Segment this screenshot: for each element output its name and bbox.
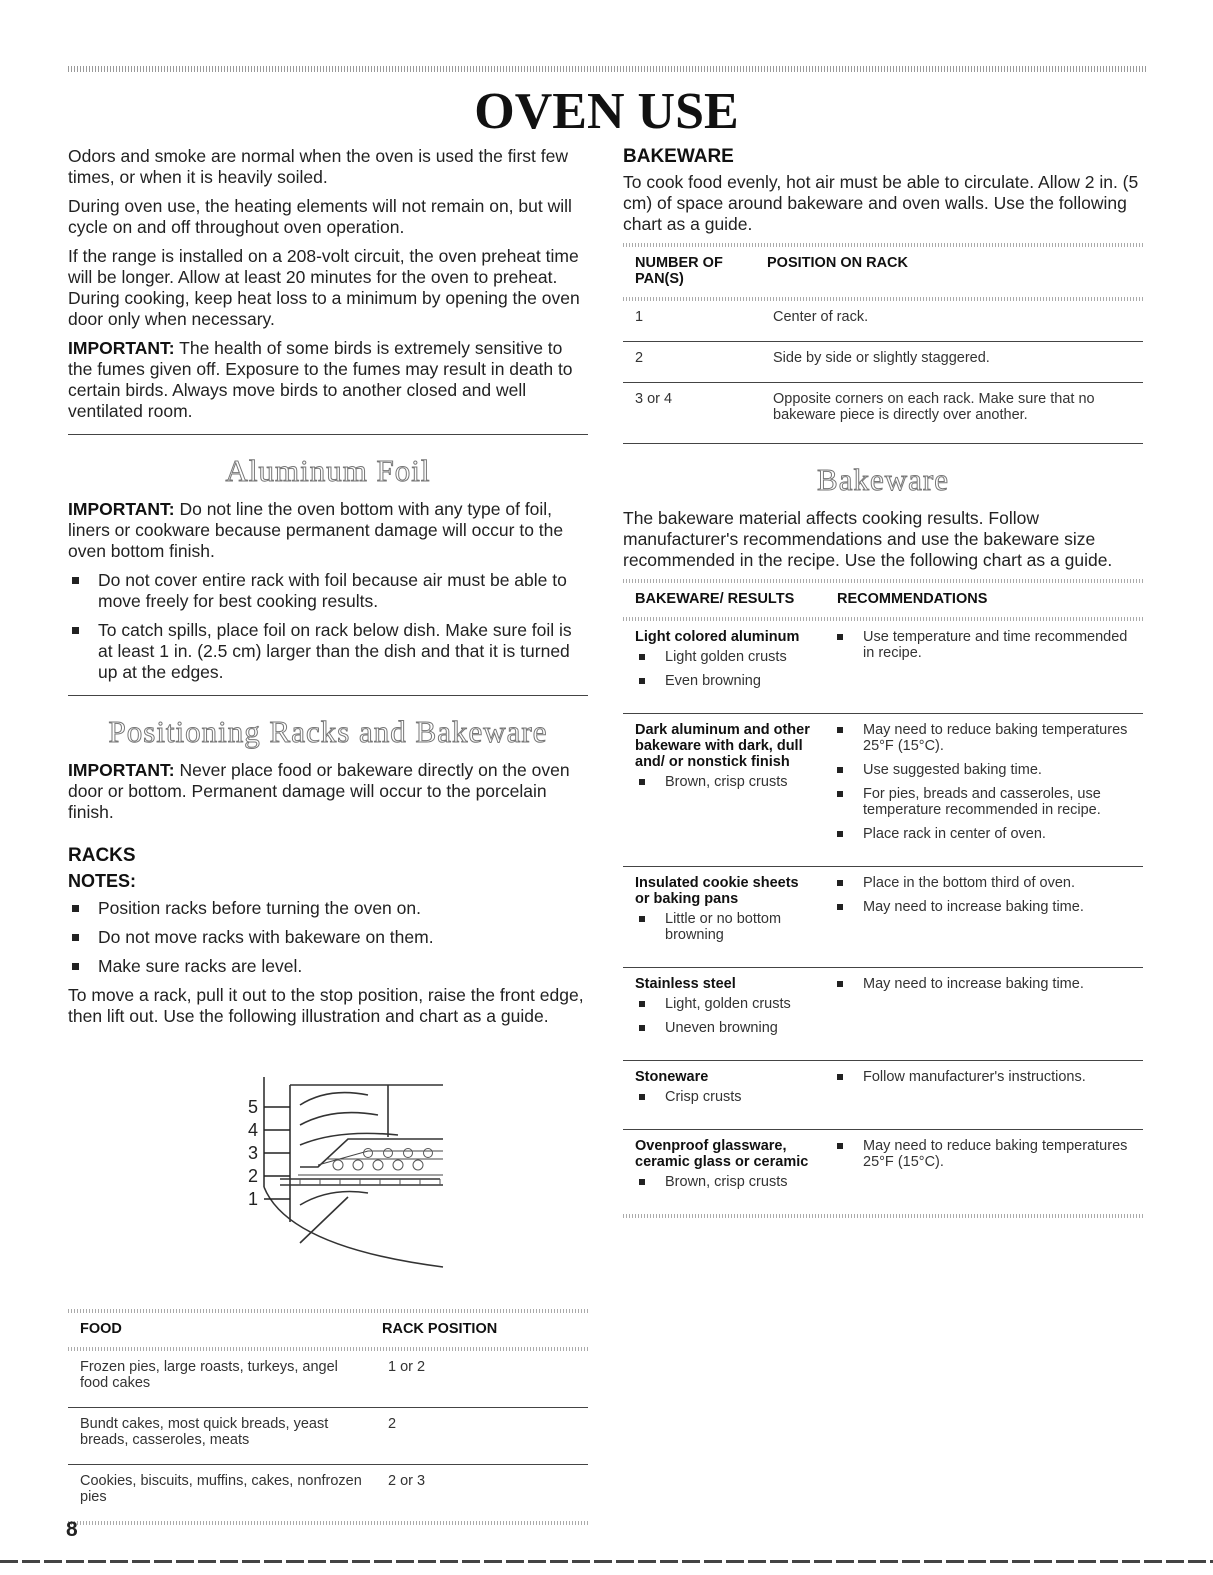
results-list (635, 996, 815, 1036)
table-cell (623, 867, 821, 968)
results-list (635, 649, 815, 689)
rack-notes (68, 898, 588, 977)
move-rack-text: To move a rack, pull it out to the stop position, raise the front edge, then lift out. Use the following illustration and chart as a guide. (68, 985, 584, 1026)
list-item: May need to increase baking time. (833, 899, 1137, 915)
aluminum-foil-heading: Aluminum Foil (225, 453, 431, 488)
table-cell (821, 1130, 1143, 1215)
table-cell: Bundt cakes, most quick breads, yeast breads, casseroles, meats (68, 1408, 376, 1465)
list-item: Make sure racks are level. (68, 956, 588, 977)
table-row (623, 968, 1143, 1061)
table-row (623, 1130, 1143, 1215)
oven-rack-diagram (68, 1047, 588, 1309)
results-list (635, 1174, 815, 1190)
table-row (623, 867, 1143, 968)
food-rack-table-body (68, 1351, 588, 1521)
table-cell: 2 or 3 (388, 1473, 426, 1489)
list-item: Place rack in center of oven. (833, 826, 1137, 842)
list-item: Use suggested baking time. (833, 762, 1137, 778)
results-list (635, 774, 815, 790)
table-cell: 3 or 4 (635, 391, 673, 407)
rack-label-5: 5 (248, 1097, 259, 1117)
table-cell (623, 621, 821, 714)
racks-heading: RACKS (68, 845, 136, 866)
list-item: May need to increase baking time. (833, 976, 1137, 992)
list-item: Do not cover entire rack with foil because air must be able to move freely for best cooking results. (68, 570, 588, 612)
divider (68, 695, 588, 696)
right-column (623, 146, 1143, 1218)
recommendations-list (833, 629, 1137, 661)
bakeware-type: Stainless steel (635, 976, 736, 992)
table-row (623, 1061, 1143, 1130)
table-header: RECOMMENDATIONS (837, 591, 988, 607)
table-row (68, 1465, 588, 1522)
bakeware-material-heading: Bakeware (817, 462, 949, 497)
list-item: Position racks before turning the oven on. (68, 898, 588, 919)
positioning-important (68, 760, 588, 823)
list-item: Even browning (635, 673, 815, 689)
table-bottom-rule (68, 1521, 588, 1525)
list-item: Uneven browning (635, 1020, 815, 1036)
intro-paragraph-1: Odors and smoke are normal when the oven is used the first few times, or when it is heavily soiled. (68, 146, 568, 187)
list-item: For pies, breads and casseroles, use temperature recommended in recipe. (833, 786, 1137, 818)
recommendations-list (833, 875, 1137, 915)
table-cell: Frozen pies, large roasts, turkeys, angel food cakes (68, 1351, 376, 1408)
pan-position-table (623, 247, 1143, 297)
list-item: Little or no bottom browning (635, 911, 815, 943)
table-row (68, 1351, 588, 1408)
list-item: Follow manufacturer's instructions. (833, 1069, 1137, 1085)
table-cell (623, 714, 821, 867)
table-header: POSITION ON RACK (767, 255, 908, 271)
intro-paragraph-3: If the range is installed on a 208-volt circuit, the oven preheat time will be longer. Allow at least 20 minutes for the oven to preheat. During cooking, keep heat loss to a minimum by opening the oven door only when necessary. (68, 246, 580, 329)
bakeware-heading: BAKEWARE (623, 146, 734, 167)
table-cell: Opposite corners on each rack. Make sure that no bakeware piece is directly over another. (773, 391, 1095, 423)
table-header-row (623, 583, 1143, 617)
table-cell (623, 1061, 821, 1130)
results-list (635, 1089, 815, 1105)
food-rack-table (68, 1313, 588, 1347)
table-cell: Cookies, biscuits, muffins, cakes, nonfrozen pies (80, 1473, 362, 1505)
list-item: To catch spills, place foil on rack below dish. Make sure foil is at least 1 in. (2.5 cm) larger than the dish and that it is turned up at the edges. (68, 620, 588, 683)
table-row (623, 383, 1143, 440)
table-row (623, 301, 1143, 342)
intro-important-text: The health of some birds is extremely sensitive to the fumes given off. Exposure to the fumes may result in death to certain birds. Always move birds to another closed and well ventilated room. (68, 338, 573, 421)
table-cell (821, 714, 1143, 867)
list-item: Brown, crisp crusts (635, 774, 815, 790)
bakeware-type: Ovenproof glassware, ceramic glass or ceramic (635, 1138, 809, 1170)
list-item: May need to reduce baking temperatures 25°F (15°C). (833, 1138, 1137, 1170)
rack-label-2: 2 (248, 1166, 259, 1186)
top-dotted-rule (68, 66, 1146, 72)
list-item: Light golden crusts (635, 649, 815, 665)
foil-important-text: Do not line the oven bottom with any type of foil, liners or cookware because permanent damage will occur to the oven bottom finish. (68, 499, 564, 561)
table-header: BAKEWARE/ RESULTS (635, 591, 795, 607)
recommendations-list (833, 1069, 1137, 1085)
page-title: OVEN USE (474, 83, 739, 140)
table-header: FOOD (80, 1321, 122, 1337)
list-item: May need to reduce baking temperatures 25°F (15°C). (833, 722, 1137, 754)
bakeware-results-table (623, 583, 1143, 617)
table-cell: 1 or 2 (376, 1351, 588, 1408)
list-item: Crisp crusts (635, 1089, 815, 1105)
positioning-important-text: Never place food or bakeware directly on the oven door or bottom. Permanent damage will occur to the porcelain finish. (68, 760, 570, 822)
table-cell: 2 (376, 1408, 588, 1465)
recommendations-list (833, 1138, 1137, 1170)
list-item: Use temperature and time recommended in recipe. (833, 629, 1137, 661)
important-label: IMPORTANT: (68, 338, 175, 358)
intro-paragraph-2: During oven use, the heating elements will not remain on, but will cycle on and off throughout oven operation. (68, 196, 572, 237)
list-item: Brown, crisp crusts (635, 1174, 815, 1190)
positioning-heading: Positioning Racks and Bakeware (108, 714, 548, 749)
table-row (68, 1408, 588, 1465)
rack-label-4: 4 (248, 1120, 259, 1140)
rack-label-1: 1 (248, 1189, 259, 1209)
bakeware-type: Insulated cookie sheets or baking pans (635, 875, 799, 907)
table-cell: Side by side or slightly staggered. (761, 342, 1143, 383)
bakeware-material-intro: The bakeware material affects cooking results. Follow manufacturer's recommendations and use the bakeware size recommended in the recipe. Use the following chart as a guide. (623, 508, 1113, 570)
divider (68, 434, 588, 435)
table-header-row (623, 247, 1143, 297)
bakeware-type: Dark aluminum and other bakeware with dark, dull and/ or nonstick finish (635, 722, 810, 770)
important-label: IMPORTANT: (68, 499, 175, 519)
rack-label-3: 3 (248, 1143, 259, 1163)
divider (623, 443, 1143, 444)
pan-position-table-body (623, 301, 1143, 439)
notes-heading: NOTES: (68, 871, 137, 891)
table-cell (821, 867, 1143, 968)
table-cell: Center of rack. (761, 301, 1143, 342)
foil-bullets (68, 570, 588, 683)
bakeware-intro: To cook food evenly, hot air must be able to circulate. Allow 2 in. (5 cm) of space around bakeware and oven walls. Use the following chart as a guide. (623, 172, 1139, 234)
recommendations-list (833, 976, 1137, 992)
table-bottom-rule (623, 1214, 1143, 1218)
bakeware-type: Stoneware (635, 1069, 709, 1085)
table-cell (821, 968, 1143, 1061)
table-cell (821, 621, 1143, 714)
rack-positions-illustration (68, 1047, 588, 1309)
table-row (623, 621, 1143, 714)
list-item: Do not move racks with bakeware on them. (68, 927, 588, 948)
list-item: Light, golden crusts (635, 996, 815, 1012)
bakeware-type: Light colored aluminum (635, 629, 800, 645)
left-column (68, 146, 588, 1525)
important-label: IMPORTANT: (68, 760, 175, 780)
table-row (623, 714, 1143, 867)
foil-important (68, 499, 588, 562)
table-cell: 1 (623, 301, 761, 342)
table-cell (623, 1130, 821, 1215)
recommendations-list (833, 722, 1137, 842)
table-cell (821, 1061, 1143, 1130)
list-item: Place in the bottom third of oven. (833, 875, 1137, 891)
table-row (623, 342, 1143, 383)
intro-important (68, 338, 588, 422)
table-header: RACK POSITION (382, 1321, 498, 1337)
results-list (635, 911, 815, 943)
table-cell: 2 (623, 342, 761, 383)
page-number: 8 (66, 1518, 78, 1541)
table-header: NUMBER OF PAN(S) (635, 255, 723, 287)
bakeware-results-table-body (623, 621, 1143, 1214)
table-header-row (68, 1313, 588, 1347)
bottom-edge-rule (0, 1560, 1213, 1563)
table-cell (623, 968, 821, 1061)
